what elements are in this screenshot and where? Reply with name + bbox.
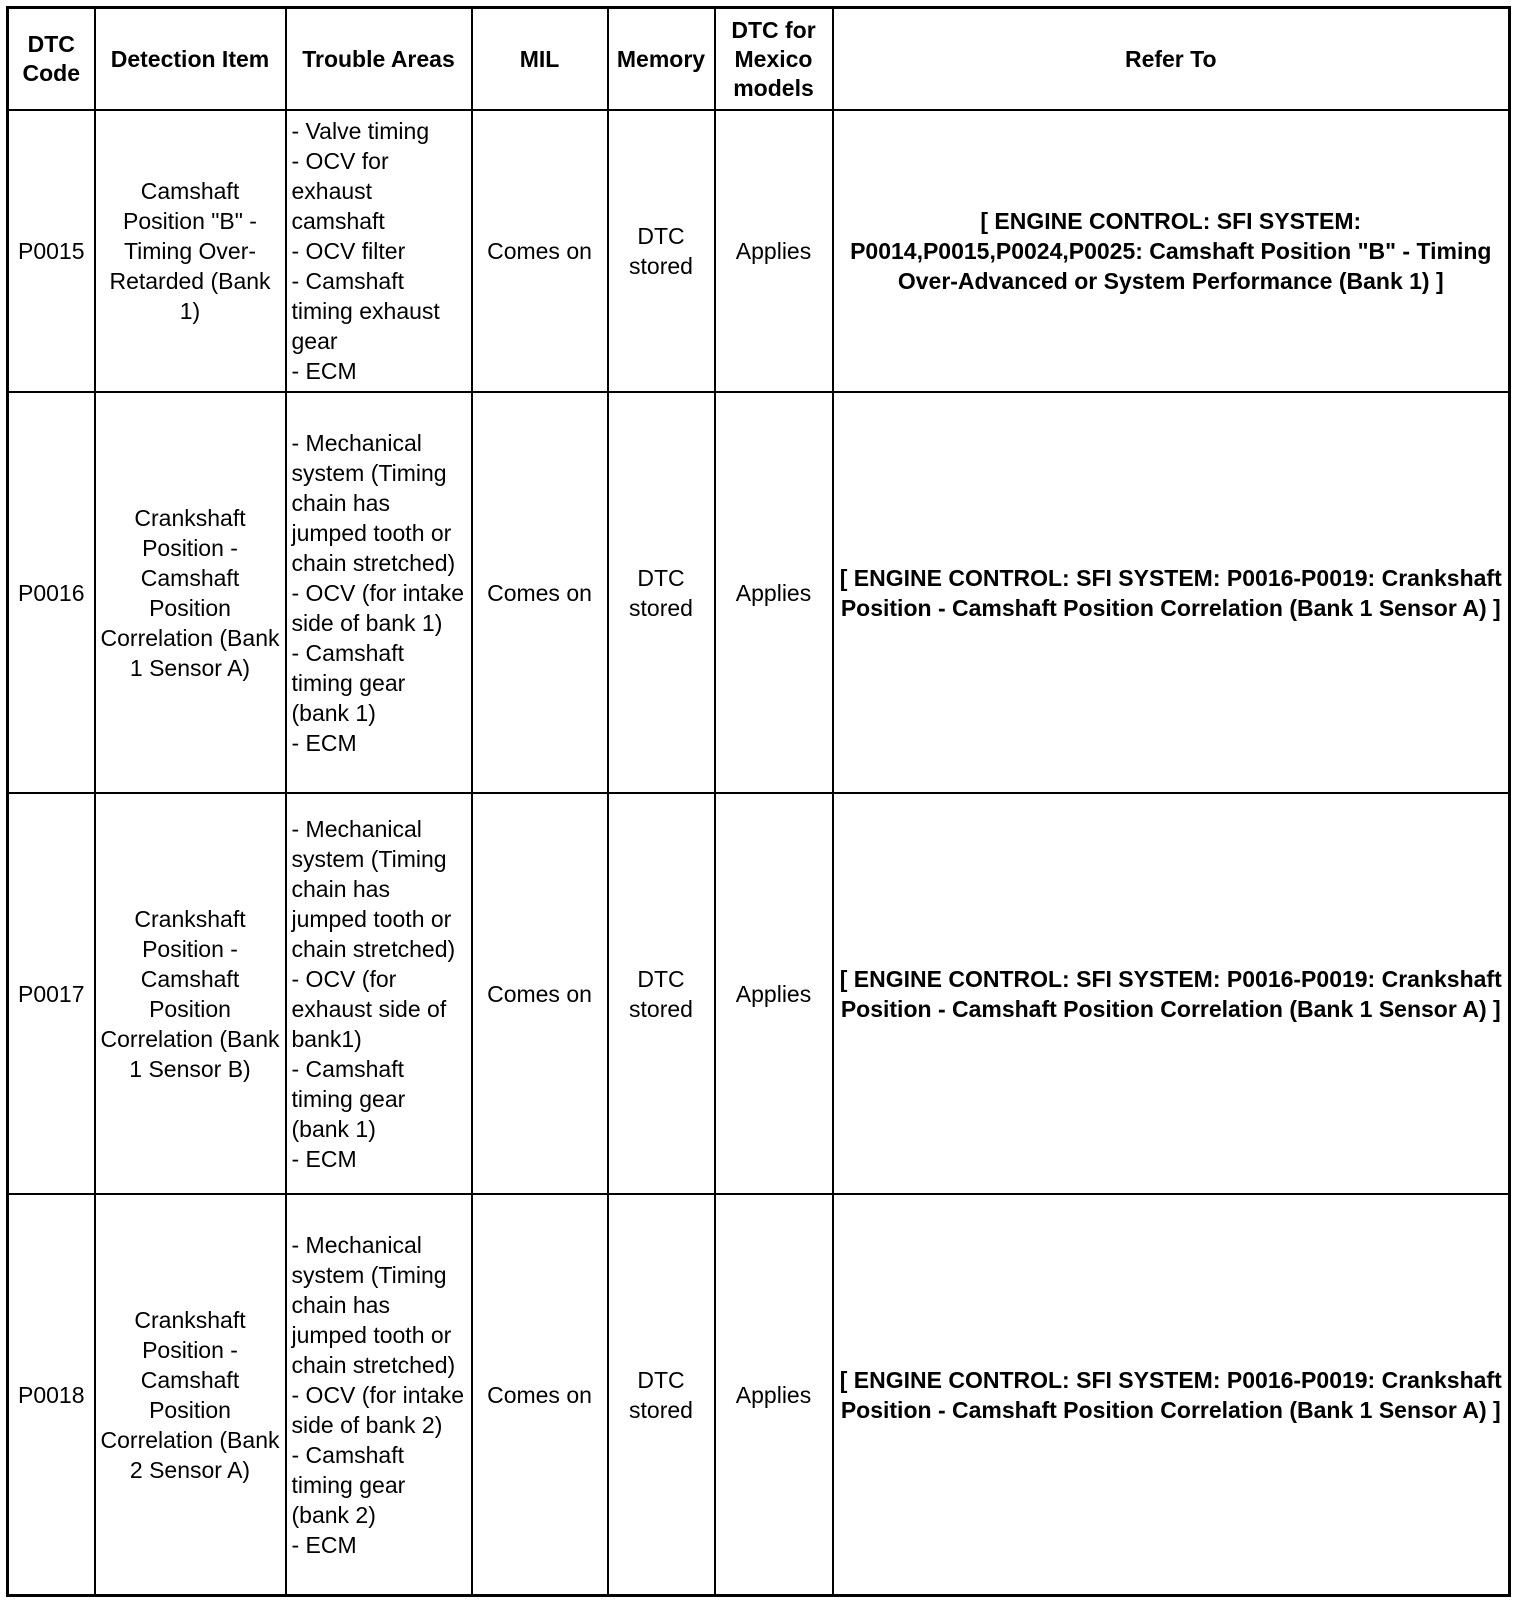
mexico-cell: Applies <box>715 392 833 793</box>
trouble-areas-cell <box>286 110 472 392</box>
header-row <box>8 8 1510 111</box>
trouble-area-item: - ECM <box>291 1531 357 1558</box>
trouble-area-item: - Valve timing <box>291 118 430 144</box>
memory-cell: DTC stored <box>608 110 715 392</box>
mil-cell: Comes on <box>472 392 608 793</box>
dtc-code-cell: P0018 <box>8 1194 95 1596</box>
trouble-area-item: - Camshaft timing gear (bank 2) <box>291 1441 406 1528</box>
trouble-area-item: - ECM <box>291 729 357 756</box>
trouble-areas-cell <box>286 793 472 1194</box>
trouble-areas-cell <box>286 392 472 793</box>
trouble-areas-cell <box>286 1194 472 1596</box>
mexico-cell: Applies <box>715 1194 833 1596</box>
table-row <box>8 110 1510 392</box>
header-trouble-areas: Trouble Areas <box>286 8 472 111</box>
table-row <box>8 793 1510 1194</box>
dtc-code-cell: P0016 <box>8 392 95 793</box>
detection-item-cell: Crankshaft Position - Camshaft Position Correlation (Bank 2 Sensor A) <box>95 1194 286 1596</box>
header-detection-item: Detection Item <box>95 8 286 111</box>
header-mil: MIL <box>472 8 608 111</box>
mexico-cell: Applies <box>715 793 833 1194</box>
trouble-area-item: - Mechanical system (Timing chain has jumped tooth or chain stretched) <box>291 815 456 962</box>
dtc-code-cell: P0015 <box>8 110 95 392</box>
trouble-area-item: - OCV (for intake side of bank 2) <box>291 1381 465 1438</box>
trouble-area-item: - Camshaft timing exhaust gear <box>291 268 440 354</box>
mil-cell: Comes on <box>472 1194 608 1596</box>
dtc-table <box>6 6 1511 1597</box>
memory-cell: DTC stored <box>608 392 715 793</box>
refer-to-link[interactable]: [ ENGINE CONTROL: SFI SYSTEM: P0016-P0019: Crankshaft Position - Camshaft Position Correlation (Bank 1 Sensor A) ] <box>833 793 1510 1194</box>
header-memory: Memory <box>608 8 715 111</box>
table-row <box>8 1194 1510 1596</box>
header-refer-to: Refer To <box>833 8 1510 111</box>
table-row <box>8 392 1510 793</box>
trouble-area-item: - ECM <box>291 1145 357 1172</box>
detection-item-cell: Crankshaft Position - Camshaft Position Correlation (Bank 1 Sensor A) <box>95 392 286 793</box>
mexico-cell: Applies <box>715 110 833 392</box>
trouble-area-item: - Camshaft timing gear (bank 1) <box>291 1055 406 1142</box>
memory-cell: DTC stored <box>608 793 715 1194</box>
header-dtc-code: DTC Code <box>8 8 95 111</box>
mil-cell: Comes on <box>472 793 608 1194</box>
trouble-area-item: - OCV (for intake side of bank 1) <box>291 579 465 636</box>
refer-to-link[interactable]: [ ENGINE CONTROL: SFI SYSTEM: P0016-P0019: Crankshaft Position - Camshaft Position Correlation (Bank 1 Sensor A) ] <box>833 392 1510 793</box>
trouble-area-item: - OCV filter <box>291 238 406 264</box>
refer-to-link[interactable]: [ ENGINE CONTROL: SFI SYSTEM: P0014,P0015,P0024,P0025: Camshaft Position "B" - Timing Over-Advanced or System Performance (Bank 1) ] <box>833 110 1510 392</box>
refer-to-link[interactable]: [ ENGINE CONTROL: SFI SYSTEM: P0016-P0019: Crankshaft Position - Camshaft Position Correlation (Bank 1 Sensor A) ] <box>833 1194 1510 1596</box>
memory-cell: DTC stored <box>608 1194 715 1596</box>
dtc-code-cell: P0017 <box>8 793 95 1194</box>
trouble-area-item: - OCV for exhaust camshaft <box>291 148 389 234</box>
mil-cell: Comes on <box>472 110 608 392</box>
trouble-area-item: - ECM <box>291 358 357 384</box>
detection-item-cell: Crankshaft Position - Camshaft Position Correlation (Bank 1 Sensor B) <box>95 793 286 1194</box>
trouble-area-item: - OCV (for exhaust side of bank1) <box>291 965 447 1052</box>
header-mexico-models: DTC for Mexico models <box>715 8 833 111</box>
detection-item-cell: Camshaft Position "B" - Timing Over-Retarded (Bank 1) <box>95 110 286 392</box>
trouble-area-item: - Mechanical system (Timing chain has jumped tooth or chain stretched) <box>291 1231 456 1378</box>
trouble-area-item: - Camshaft timing gear (bank 1) <box>291 639 406 726</box>
trouble-area-item: - Mechanical system (Timing chain has jumped tooth or chain stretched) <box>291 429 456 576</box>
